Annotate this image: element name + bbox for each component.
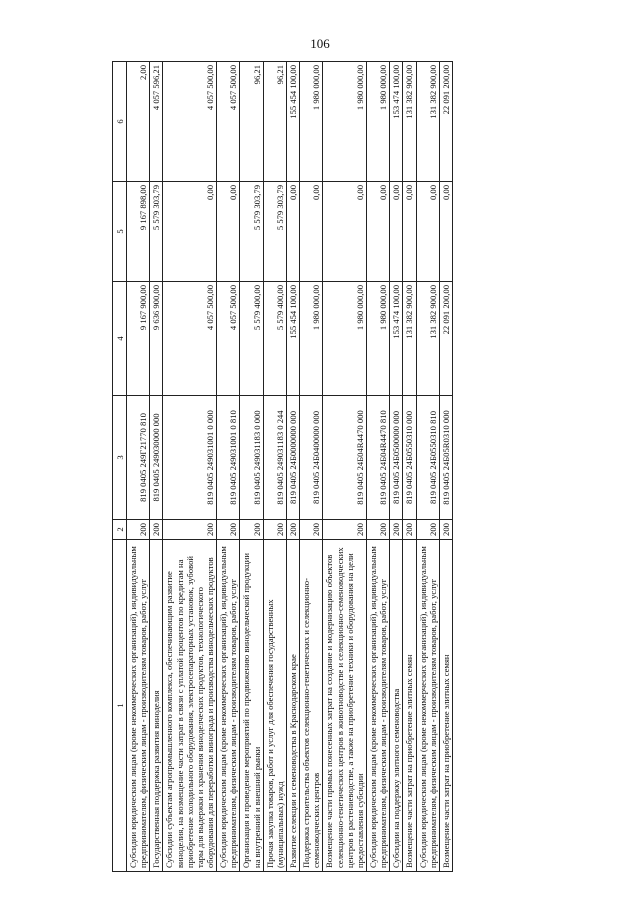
- header-cell: 2: [113, 520, 127, 540]
- row-kbk-cell: 819 0405 24Б04R4470 810: [366, 396, 389, 520]
- row-name-cell: Поддержка строительства объектов селекционно-генетических и селекционно-семеноводческих центров: [300, 540, 323, 872]
- page-number: 106: [310, 36, 330, 51]
- rotated-table-container: [112, 62, 568, 872]
- table-row: [300, 62, 323, 872]
- row-kbk-cell: 819 0405 249031001 0 810: [217, 396, 240, 520]
- row-kbk-cell: 819 0405 249031183 0 000: [240, 396, 263, 520]
- row-rest-cell: 1 980 000,00: [323, 62, 367, 182]
- row-rest-cell: 153 474 100,00: [390, 62, 403, 182]
- row-code-cell: 200: [416, 520, 439, 540]
- header-cell: 4: [113, 282, 127, 396]
- row-rest-cell: 4 057 596,21: [150, 62, 163, 182]
- row-code-cell: 200: [366, 520, 389, 540]
- table-row: [403, 62, 416, 872]
- row-kbk-cell: 819 0405 24Б05R0310 000: [439, 396, 452, 520]
- row-plan-cell: 9 636 900,00: [150, 282, 163, 396]
- row-exec-cell: 0,00: [403, 182, 416, 282]
- row-plan-cell: 9 167 900,00: [127, 282, 150, 396]
- row-exec-cell: 0,00: [163, 182, 217, 282]
- row-plan-cell: 1 980 000,00: [366, 282, 389, 396]
- row-plan-cell: 131 382 900,00: [403, 282, 416, 396]
- row-name-cell: Развитие селекции и семеноводства в Краснодарском крае: [286, 540, 299, 872]
- row-code-cell: 200: [263, 520, 286, 540]
- row-plan-cell: 155 454 100,00: [286, 282, 299, 396]
- row-kbk-cell: 819 0405 24Б0000000 000: [286, 396, 299, 520]
- row-plan-cell: 153 474 100,00: [390, 282, 403, 396]
- row-code-cell: 200: [163, 520, 217, 540]
- row-kbk-cell: 819 0405 24Б0500000 000: [390, 396, 403, 520]
- row-exec-cell: 0,00: [323, 182, 367, 282]
- row-exec-cell: 0,00: [300, 182, 323, 282]
- row-code-cell: 200: [127, 520, 150, 540]
- header-cell: 3: [113, 396, 127, 520]
- row-plan-cell: 4 057 500,00: [217, 282, 240, 396]
- row-exec-cell: 5 579 303,79: [263, 182, 286, 282]
- table-header-row: [113, 62, 127, 872]
- row-rest-cell: 4 057 500,00: [163, 62, 217, 182]
- row-exec-cell: 0,00: [390, 182, 403, 282]
- row-kbk-cell: 819 0405 249031183 0 244: [263, 396, 286, 520]
- row-code-cell: 200: [286, 520, 299, 540]
- rotated-table-region: [112, 62, 568, 872]
- row-rest-cell: 1 980 000,00: [300, 62, 323, 182]
- table-row: [240, 62, 263, 872]
- table-row: [416, 62, 439, 872]
- row-code-cell: 200: [439, 520, 452, 540]
- row-plan-cell: 4 057 500,00: [163, 282, 217, 396]
- row-name-cell: Субсидии юридическим лицам (кроме некоммерческих организаций), индивидуальным предпринимателям, физическим лицам - производителям товаров, работ, услуг: [217, 540, 240, 872]
- row-code-cell: 200: [323, 520, 367, 540]
- row-rest-cell: 131 382 900,00: [416, 62, 439, 182]
- row-name-cell: Организация и проведение мероприятий по продвижению винодельческой продукции на внутренний и внешний рынки: [240, 540, 263, 872]
- row-name-cell: Возмещение части затрат на приобретение элитных семян: [403, 540, 416, 872]
- row-plan-cell: 5 579 400,00: [263, 282, 286, 396]
- row-plan-cell: 5 579 400,00: [240, 282, 263, 396]
- row-name-cell: Субсидии субъектам агропромышленного комплекса, обеспечивающим развитие виноделия, на возмещение части затрат в связи с уплатой процентов по кредитам на приобретение холодильного оборудования, электросепараторных установок, зубовой тары для выдержки и хранения виноделческих продуктов, технологического оборудования для переработки винограда и производства винодельческих продуктов: [163, 540, 217, 872]
- row-kbk-cell: 819 0405 249031001 0 000: [163, 396, 217, 520]
- table-row: [163, 62, 217, 872]
- row-kbk-cell: 819 0405 249Г21770 810: [127, 396, 150, 520]
- budget-table: [112, 61, 453, 872]
- row-exec-cell: 5 579 303,79: [240, 182, 263, 282]
- row-code-cell: 200: [390, 520, 403, 540]
- row-plan-cell: 1 980 000,00: [300, 282, 323, 396]
- row-exec-cell: 0,00: [286, 182, 299, 282]
- row-exec-cell: 0,00: [217, 182, 240, 282]
- header-cell: 1: [113, 540, 127, 872]
- row-rest-cell: 4 057 500,00: [217, 62, 240, 182]
- table-row: [366, 62, 389, 872]
- row-kbk-cell: 819 0405 24Б0550310 810: [416, 396, 439, 520]
- row-rest-cell: 22 091 200,00: [439, 62, 452, 182]
- row-rest-cell: 96,21: [263, 62, 286, 182]
- header-cell: 5: [113, 182, 127, 282]
- table-body: [127, 62, 453, 872]
- row-plan-cell: 22 091 200,00: [439, 282, 452, 396]
- row-name-cell: Субсидии юридическим лицам (кроме некоммерческих организаций), индивидуальным предпринимателям, физическим лицам - производителям товаров, работ, услуг: [366, 540, 389, 872]
- header-cell: 6: [113, 62, 127, 182]
- row-rest-cell: 1 980 000,00: [366, 62, 389, 182]
- row-rest-cell: 96,21: [240, 62, 263, 182]
- table-row: [150, 62, 163, 872]
- row-rest-cell: 155 454 100,00: [286, 62, 299, 182]
- row-code-cell: 200: [150, 520, 163, 540]
- row-kbk-cell: 819 0405 24Б0550310 000: [403, 396, 416, 520]
- row-exec-cell: 0,00: [416, 182, 439, 282]
- row-kbk-cell: 819 0405 24Б0400000 000: [300, 396, 323, 520]
- row-exec-cell: 5 579 303,79: [150, 182, 163, 282]
- row-name-cell: Прочая закупка товаров, работ и услуг для обеспечения государственных (муниципальных) нужд: [263, 540, 286, 872]
- row-plan-cell: 1 980 000,00: [323, 282, 367, 396]
- row-name-cell: Субсидии юридическим лицам (кроме некоммерческих организаций), индивидуальным предпринимателям, физическим лицам - производителям товаров, работ, услуг: [127, 540, 150, 872]
- table-row: [217, 62, 240, 872]
- row-code-cell: 200: [300, 520, 323, 540]
- table-row: [127, 62, 150, 872]
- row-code-cell: 200: [403, 520, 416, 540]
- row-exec-cell: 9 167 898,00: [127, 182, 150, 282]
- table-row: [286, 62, 299, 872]
- row-code-cell: 200: [217, 520, 240, 540]
- table-row: [263, 62, 286, 872]
- row-rest-cell: 131 382 900,00: [403, 62, 416, 182]
- row-kbk-cell: 819 0405 249030000 000: [150, 396, 163, 520]
- row-kbk-cell: 819 0405 24Б04R4470 000: [323, 396, 367, 520]
- row-rest-cell: 2,00: [127, 62, 150, 182]
- row-exec-cell: 0,00: [439, 182, 452, 282]
- row-name-cell: Государственная поддержка развития виноделия: [150, 540, 163, 872]
- row-name-cell: Субсидии юридическим лицам (кроме некоммерческих организаций), индивидуальным предпринимателям, физическим лицам - производителям товаров, работ, услуг: [416, 540, 439, 872]
- table-row: [323, 62, 367, 872]
- row-name-cell: Возмещение части затрат на приобретение элитных семян: [439, 540, 452, 872]
- row-name-cell: Возмещение части прямых понесенных затрат на создание и модернизацию объектов селекционно-генетических центров в животноводстве и селекционно-семеноводческих центров в растениеводстве, а также на приобретение техники и оборудования на цели предоставления субсидии: [323, 540, 367, 872]
- row-name-cell: Субсидии на поддержку элитного семеноводства: [390, 540, 403, 872]
- row-code-cell: 200: [240, 520, 263, 540]
- row-plan-cell: 131 382 900,00: [416, 282, 439, 396]
- table-row: [390, 62, 403, 872]
- table-row: [439, 62, 452, 872]
- row-exec-cell: 0,00: [366, 182, 389, 282]
